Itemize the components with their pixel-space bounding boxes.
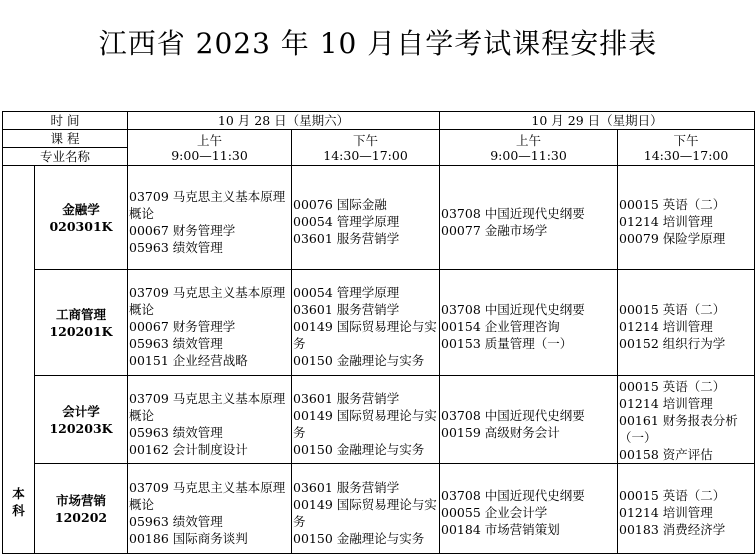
header-row-time — [3, 112, 755, 130]
course-cell — [128, 376, 292, 464]
course-entry: 03709 马克思主义基本原理概论 — [129, 479, 286, 512]
course-cell — [440, 376, 618, 464]
major-cell — [35, 464, 128, 554]
course-entry: 00150 金融理论与实务 — [293, 441, 425, 457]
course-cell — [292, 464, 440, 554]
course-cell — [440, 166, 618, 270]
course-entry: 00152 组织行为学 — [619, 336, 726, 351]
time-header: 时 间 — [3, 112, 128, 130]
course-entry: 00067 财务管理学 — [129, 319, 236, 334]
course-entry: 00149 国际贸易理论与实务 — [293, 319, 437, 351]
course-entry: 00151 企业经营战略 — [129, 353, 248, 368]
course-cell — [292, 270, 440, 376]
category-label: 本科 — [12, 486, 25, 518]
course-entry: 01214 培训管理 — [619, 505, 713, 520]
course-entry: 03601 服务营销学 — [293, 390, 400, 406]
course-entry: 03709 马克思主义基本原理概论 — [129, 188, 286, 221]
course-entry: 00186 国际商务谈判 — [129, 530, 248, 546]
course-entry: 00159 高级财务会计 — [441, 424, 560, 440]
course-entry: 00055 企业会计学 — [441, 505, 548, 520]
course-entry: 00162 会计制度设计 — [129, 441, 248, 457]
major-code: 120203K — [49, 420, 113, 436]
course-entry: 00015 英语（二） — [619, 197, 726, 212]
course-cell — [618, 376, 755, 464]
course-entry: 00153 质量管理（一） — [441, 336, 573, 351]
course-cell — [128, 464, 292, 554]
table-row — [3, 270, 755, 376]
course-cell — [618, 464, 755, 554]
course-entry: 00015 英语（二） — [619, 379, 726, 394]
course-cell — [128, 270, 292, 376]
session-label: 下午 — [673, 132, 699, 148]
course-entry: 00054 管理学原理 — [293, 214, 400, 229]
course-entry: 00054 管理学原理 — [293, 285, 400, 300]
session-label: 上午 — [516, 132, 542, 148]
course-entry: 05963 绩效管理 — [129, 513, 223, 529]
page-title: 江西省 2023 年 10 月自学考试课程安排表 — [98, 27, 658, 60]
d1-pm-header — [292, 130, 440, 166]
course-entry: 00161 财务报表分析（一） — [619, 413, 738, 445]
major-code: 120201K — [49, 323, 113, 339]
course-entry: 00150 金融理论与实务 — [293, 353, 425, 368]
course-entry: 03708 中国近现代史纲要 — [441, 407, 585, 423]
major-name: 金融学 — [62, 201, 100, 217]
d2-pm-header — [618, 130, 755, 166]
major-code: 120202 — [54, 509, 108, 525]
course-entry: 03601 服务营销学 — [293, 231, 400, 246]
major-cell — [35, 270, 128, 376]
major-name: 工商管理 — [56, 306, 107, 322]
course-header: 课 程 — [3, 130, 128, 148]
d1-am-header — [128, 130, 292, 166]
course-entry: 00183 消费经济学 — [619, 522, 726, 537]
course-entry: 01214 培训管理 — [619, 214, 713, 229]
course-cell — [440, 464, 618, 554]
major-cell — [35, 166, 128, 270]
course-entry: 00076 国际金融 — [293, 197, 387, 212]
major-name: 市场营销 — [56, 492, 107, 508]
course-entry: 05963 绩效管理 — [129, 336, 223, 351]
header-row-session — [3, 130, 755, 148]
course-entry: 03708 中国近现代史纲要 — [441, 302, 585, 317]
course-entry: 00077 金融市场学 — [441, 222, 548, 238]
course-entry: 00149 国际贸易理论与实务 — [293, 407, 437, 440]
d2-am-header — [440, 130, 618, 166]
session-time: 9:00—11:30 — [490, 147, 567, 163]
session-time: 14:30—17:00 — [323, 147, 408, 163]
course-entry: 03601 服务营销学 — [293, 302, 400, 317]
course-cell — [292, 166, 440, 270]
session-time: 9:00—11:30 — [171, 147, 248, 163]
course-cell — [292, 376, 440, 464]
session-label: 下午 — [353, 132, 379, 148]
major-code: 020301K — [49, 218, 113, 234]
course-entry: 00079 保险学原理 — [619, 231, 726, 246]
course-entry: 00149 国际贸易理论与实务 — [293, 496, 437, 529]
table-row — [3, 166, 755, 270]
course-entry: 01214 培训管理 — [619, 396, 713, 411]
course-entry: 03709 马克思主义基本原理概论 — [129, 285, 286, 317]
course-entry: 00067 财务管理学 — [129, 222, 236, 238]
session-label: 上午 — [197, 132, 223, 148]
exam-schedule-table — [2, 111, 755, 554]
course-entry: 03709 马克思主义基本原理概论 — [129, 390, 286, 423]
course-entry: 00015 英语（二） — [619, 302, 726, 317]
course-entry: 00154 企业管理咨询 — [441, 319, 560, 334]
session-time: 14:30—17:00 — [643, 147, 729, 163]
course-entry: 01214 培训管理 — [619, 319, 713, 334]
major-cell — [35, 376, 128, 464]
major-header: 专业名称 — [3, 148, 128, 166]
category-cell — [3, 166, 35, 554]
table-row — [3, 464, 755, 554]
course-entry: 00184 市场营销策划 — [441, 522, 560, 537]
course-entry: 00158 资产评估 — [619, 447, 713, 462]
course-cell — [618, 166, 755, 270]
course-cell — [618, 270, 755, 376]
course-entry: 03601 服务营销学 — [293, 479, 400, 495]
course-cell — [440, 270, 618, 376]
major-name: 会计学 — [62, 403, 100, 419]
course-entry: 00150 金融理论与实务 — [293, 530, 425, 546]
course-entry: 05963 绩效管理 — [129, 239, 223, 255]
day1-header: 10 月 28 日（星期六） — [128, 112, 440, 130]
course-entry: 03708 中国近现代史纲要 — [441, 488, 585, 503]
course-cell — [128, 166, 292, 270]
day2-header: 10 月 29 日（星期日） — [440, 112, 755, 130]
table-row — [3, 376, 755, 464]
course-entry: 05963 绩效管理 — [129, 424, 223, 440]
course-entry: 00015 英语（二） — [619, 488, 726, 503]
course-entry: 03708 中国近现代史纲要 — [441, 205, 585, 221]
